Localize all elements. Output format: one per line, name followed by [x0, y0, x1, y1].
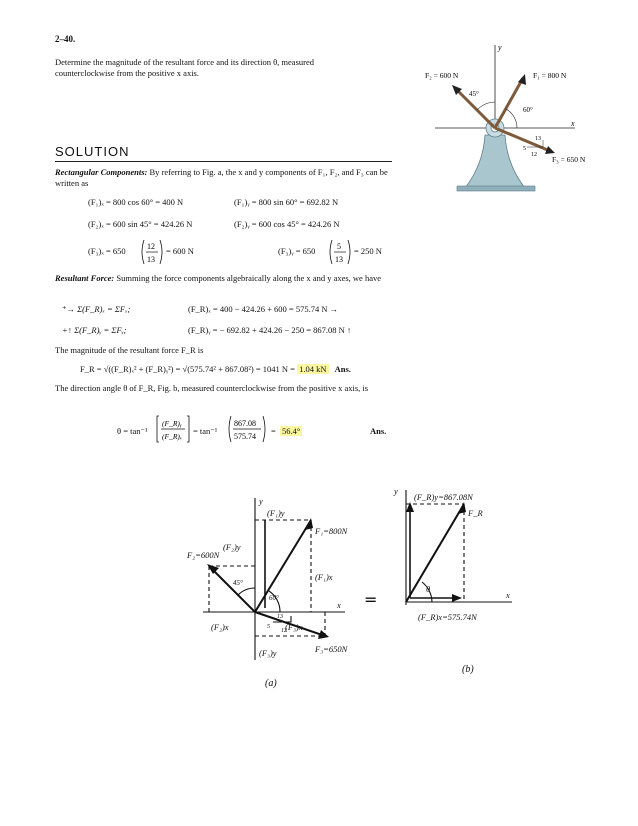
eq-f1x: (F₁)ₓ = 800 cos 60° = 400 N	[88, 197, 184, 207]
svg-text:(F_R)ᵧ: (F_R)ᵧ	[162, 419, 182, 428]
eq-f2y: (F₂)ᵧ = 600 cos 45° = 424.26 N	[234, 219, 340, 229]
svg-text:867.08: 867.08	[234, 419, 256, 428]
svg-text:F_R: F_R	[468, 508, 483, 518]
theta-mid: = tan⁻¹	[193, 426, 218, 436]
slope-13: 13	[535, 136, 541, 142]
resultant-text: Summing the force components algebraically along the x and y axes, we have	[116, 273, 382, 283]
resultant-para	[55, 273, 392, 284]
magnitude-eq-text: F_R = √((F_R)ₓ² + (F_R)ᵧ²) = √(575.74² + 867.08²) = 1041 N =	[80, 364, 295, 374]
sum-x-lhs: ⁺→ Σ(F_R)ₓ = ΣFₓ;	[62, 304, 131, 314]
magnitude-text: The magnitude of the resultant force F_R is	[55, 345, 204, 355]
pedestal-base	[457, 186, 535, 191]
svg-text:(F_R)ₓ: (F_R)ₓ	[162, 432, 183, 441]
eq-f3y-rhs: = 250 N	[354, 246, 382, 256]
pedestal	[465, 135, 525, 188]
svg-text:575.74: 575.74	[234, 432, 256, 441]
svg-text:13: 13	[335, 255, 343, 264]
theta-lhs: θ = tan⁻¹	[117, 426, 148, 436]
magnitude-ans-label: Ans.	[334, 364, 351, 374]
problem-statement: Determine the magnitude of the resultant force and its direction θ, measured counterclockwise from the positive x axis.	[55, 57, 314, 78]
svg-text:x: x	[506, 590, 510, 600]
direction-text: The direction angle θ of F_R, Fig. b, measured counterclockwise from the positive x axis, is	[55, 383, 369, 393]
svg-text:45°: 45°	[233, 579, 243, 587]
theta-fraction-1	[156, 414, 190, 444]
svg-text:(F₂)y: (F₂)y	[223, 542, 241, 552]
svg-text:13: 13	[277, 614, 283, 620]
theta-equals: =	[271, 426, 276, 436]
f1-arrow	[495, 78, 523, 128]
figure-a	[185, 490, 385, 690]
sum-x-rhs: (F_R)ₓ = 400 − 424.26 + 600 = 575.74 N →	[188, 304, 339, 314]
rect-components-text: By referring to Fig. a, the x and y components of F₁, F₂, and F₃ can be written as	[55, 167, 388, 188]
resultant-title: Resultant Force:	[55, 273, 115, 283]
figures-equals: =	[364, 590, 378, 609]
rect-components-para	[55, 167, 392, 189]
svg-text:(F_R)x=575.74N: (F_R)x=575.74N	[418, 612, 477, 622]
slope-5: 5	[523, 146, 526, 152]
svg-text:(a): (a)	[265, 678, 277, 689]
eq-f3x-rhs: = 600 N	[166, 246, 194, 256]
eq-f2x: (F₂)ₓ = 600 sin 45° = 424.26 N	[88, 219, 193, 229]
svg-text:(F₂)x: (F₂)x	[211, 622, 229, 632]
sum-y-rhs: (F_R)ᵧ = − 692.82 + 424.26 − 250 = 867.08 N ↑	[188, 325, 352, 335]
svg-text:(F₃)x: (F₃)x	[285, 622, 303, 632]
svg-text:60°: 60°	[269, 594, 279, 602]
angle-45-label: 45°	[469, 90, 479, 98]
f1-label: F₁ = 800 N	[533, 71, 567, 80]
theta-answer: 56.4°	[282, 426, 301, 436]
svg-text:(b): (b)	[462, 664, 474, 675]
sum-y-lhs: +↑ Σ(F_R)ᵧ = ΣFᵧ;	[62, 325, 127, 335]
svg-text:12: 12	[147, 242, 155, 251]
solution-heading: SOLUTION	[55, 144, 130, 159]
figure-b	[392, 480, 542, 680]
svg-text:(F₃)y: (F₃)y	[259, 648, 277, 658]
svg-text:(F_R)y=867.08N: (F_R)y=867.08N	[414, 492, 473, 502]
svg-text:F₁=800N: F₁=800N	[315, 526, 348, 536]
angle-60-label: 60°	[523, 106, 533, 114]
eq-f3y-lhs: (F₃)ᵧ = 650	[278, 246, 316, 256]
svg-text:y: y	[394, 486, 398, 496]
rect-components-title: Rectangular Components:	[55, 167, 148, 177]
svg-text:F₃=650N: F₃=650N	[315, 644, 348, 654]
svg-text:5: 5	[337, 242, 341, 251]
svg-text:(F₁)x: (F₁)x	[315, 572, 333, 582]
svg-text:x: x	[337, 600, 341, 610]
magnitude-answer: 1.04 kN	[299, 364, 327, 374]
y-axis-label: y	[498, 43, 502, 52]
svg-text:12: 12	[281, 628, 287, 634]
heading-rule	[55, 161, 392, 162]
f3-label: F₃ = 650 N	[552, 155, 586, 164]
theta-ans-label: Ans.	[370, 426, 387, 436]
x-axis-label: x	[571, 119, 575, 128]
svg-text:13: 13	[147, 255, 155, 264]
svg-text:5: 5	[267, 624, 270, 630]
frac-12-13	[140, 238, 164, 266]
svg-text:F₂=600N: F₂=600N	[187, 550, 220, 560]
eq-f3x-lhs: (F₃)ₓ = 650	[88, 246, 126, 256]
theta-fraction-2	[227, 414, 267, 444]
slope-12: 12	[531, 152, 537, 158]
svg-text:(F₁)y: (F₁)y	[267, 508, 285, 518]
frac-5-13	[328, 238, 352, 266]
f2-label: F₂ = 600 N	[425, 71, 459, 80]
svg-text:y: y	[259, 496, 263, 506]
problem-number: 2–40.	[55, 34, 76, 44]
svg-text:θ: θ	[426, 584, 431, 594]
magnitude-equation	[80, 364, 351, 374]
problem-figure	[425, 40, 615, 195]
eq-f1y: (F₁)ᵧ = 800 sin 60° = 692.82 N	[234, 197, 339, 207]
